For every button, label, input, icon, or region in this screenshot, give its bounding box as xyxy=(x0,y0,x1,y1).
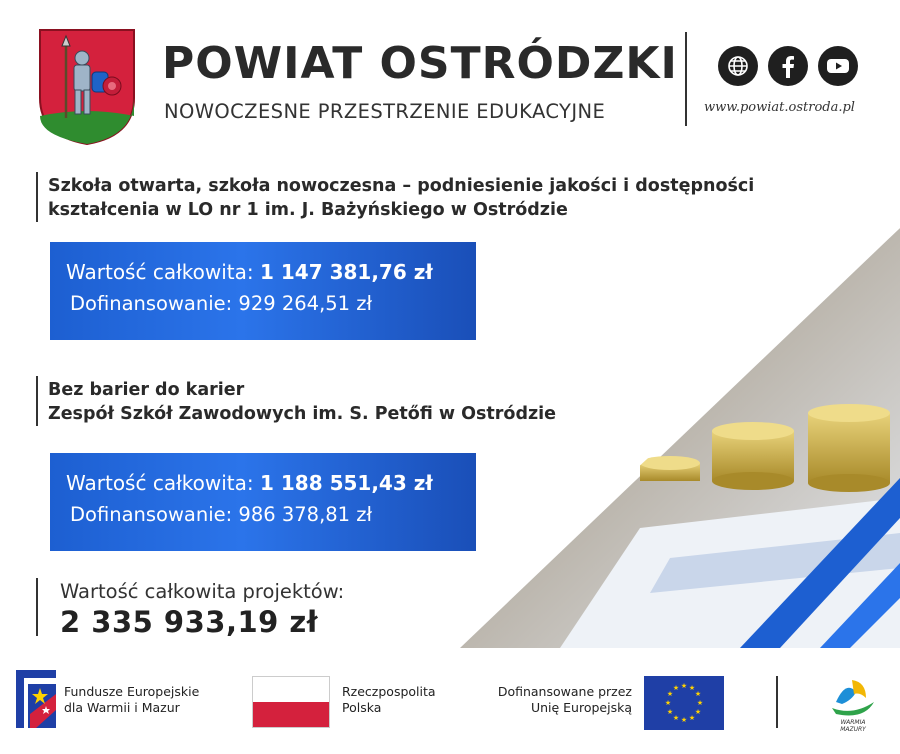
svg-text:★: ★ xyxy=(688,684,696,692)
project-1-title-line2: kształcenia w LO nr 1 im. J. Bażyńskiego w Ostródzie xyxy=(48,200,568,220)
project-1-title-line1: Szkoła otwarta, szkoła nowoczesna – podniesienie jakości i dostępności xyxy=(48,176,755,196)
website-url[interactable]: www.powiat.ostroda.pl xyxy=(704,100,855,115)
warmia-mazury-logo xyxy=(826,672,880,732)
eu-funded-line1: Dofinansowane przez xyxy=(497,684,632,699)
european-funds-logo xyxy=(16,670,56,728)
svg-text:★: ★ xyxy=(680,716,688,724)
project-1-value-box xyxy=(50,242,476,340)
project-2-value-box xyxy=(50,453,476,551)
total-amount: 2 335 933,19 zł xyxy=(60,605,319,639)
project-1-total-value xyxy=(66,260,433,284)
svg-text:★: ★ xyxy=(688,714,696,722)
svg-text:★: ★ xyxy=(672,714,680,722)
european-funds-text xyxy=(64,684,199,716)
project-2-total-label: Wartość całkowita: xyxy=(66,471,260,495)
svg-text:WARMIA: WARMIA xyxy=(840,719,866,726)
eu-funded-line2: Unię Europejską xyxy=(530,700,632,715)
republic-poland-line2: Polska xyxy=(342,700,382,715)
project-2-title-line1: Bez barier do karier xyxy=(48,380,245,400)
total-label: Wartość całkowita projektów: xyxy=(60,580,345,603)
republic-poland-text xyxy=(342,684,436,716)
page-subtitle: NOWOCZESNE PRZESTRZENIE EDUKACYJNE xyxy=(164,100,606,123)
county-crest-logo xyxy=(38,28,136,146)
youtube-icon[interactable] xyxy=(818,46,858,86)
coins-photo xyxy=(440,228,900,648)
svg-text:★: ★ xyxy=(694,690,702,698)
facebook-icon[interactable] xyxy=(768,46,808,86)
svg-text:★: ★ xyxy=(694,708,702,716)
republic-poland-line1: Rzeczpospolita xyxy=(342,684,436,699)
footer-divider xyxy=(776,676,778,728)
project-1-total-amount: 1 147 381,76 zł xyxy=(259,260,433,284)
eu-flag xyxy=(644,676,724,730)
svg-text:★: ★ xyxy=(664,699,672,707)
european-funds-line1: Fundusze Europejskie xyxy=(64,684,200,699)
project-1-funding: Dofinansowanie: 929 264,51 zł xyxy=(70,292,373,315)
header-divider xyxy=(685,32,687,126)
total-accent-bar xyxy=(36,578,38,636)
svg-text:★: ★ xyxy=(696,699,704,707)
globe-icon[interactable] xyxy=(718,46,758,86)
svg-text:MAZURY: MAZURY xyxy=(840,726,866,732)
svg-text:★: ★ xyxy=(666,690,674,698)
project-2-title-line2: Zespół Szkół Zawodowych im. S. Petőfi w Ostródzie xyxy=(48,404,557,424)
project-2-total-value xyxy=(66,471,433,495)
eu-funded-text xyxy=(480,684,632,716)
page-title: POWIAT OSTRÓDZKI xyxy=(162,38,678,89)
project-1-total-label: Wartość całkowita: xyxy=(66,260,260,284)
svg-text:★: ★ xyxy=(672,684,680,692)
european-funds-line2: dla Warmii i Mazur xyxy=(64,700,180,715)
project-1-accent-bar xyxy=(36,172,38,222)
svg-text:★: ★ xyxy=(680,682,688,690)
poland-flag xyxy=(252,676,330,728)
project-2-funding: Dofinansowanie: 986 378,81 zł xyxy=(70,503,373,526)
project-2-accent-bar xyxy=(36,376,38,426)
svg-text:★: ★ xyxy=(666,708,674,716)
project-2-total-amount: 1 188 551,43 zł xyxy=(259,471,433,495)
